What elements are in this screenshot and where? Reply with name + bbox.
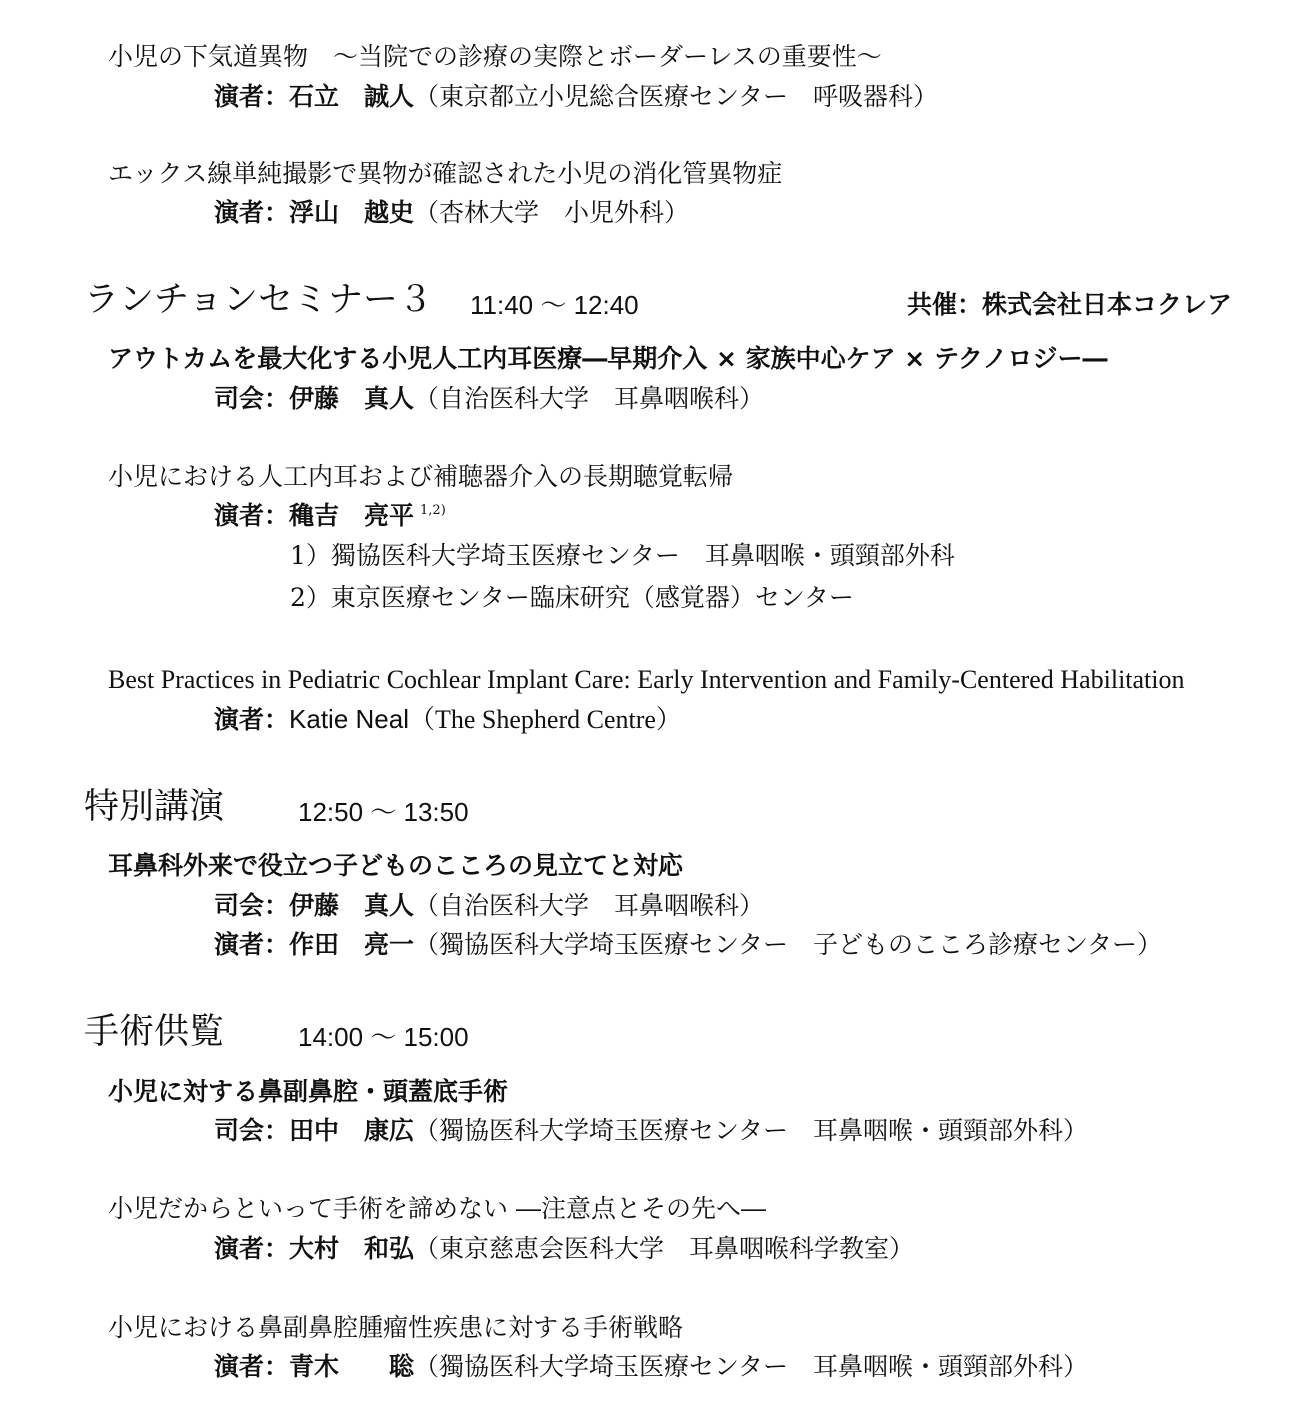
chair-name: 司会：伊藤 真人 xyxy=(214,384,415,413)
affiliation-1: 1）獨協医科大学埼玉医療センター 耳鼻咽喉・頭頸部外科 xyxy=(290,541,955,570)
section-time: 14:00 ～ 15:00 xyxy=(298,1022,469,1052)
talk-title: エックス線単純撮影で異物が確認された小児の消化管異物症 xyxy=(108,159,783,188)
speaker-name: 演者：作田 亮一 xyxy=(214,930,415,959)
speaker-affiliation: （東京慈恵会医科大学 耳鼻咽喉科学教室） xyxy=(414,1234,915,1263)
speaker-name: 演者：穐吉 亮平 xyxy=(214,501,415,530)
chair-name: 司会：伊藤 真人 xyxy=(214,891,415,920)
speaker-name: 演者：大村 和弘 xyxy=(214,1234,415,1263)
section-heading: 手術供覧 xyxy=(84,1012,225,1052)
speaker-label: 演者： xyxy=(214,705,290,734)
chair-affiliation: （自治医科大学 耳鼻咽喉科） xyxy=(414,891,765,920)
section-time: 11:40 ～ 12:40 xyxy=(470,290,639,320)
seminar-theme: アウトカムを最大化する小児人工内耳医療―早期介入 × 家族中心ケア × テクノロジー― xyxy=(108,344,1108,373)
speaker-line xyxy=(214,84,938,109)
speaker-affiliation: （杏林大学 小児外科） xyxy=(414,198,690,227)
speaker-line xyxy=(214,706,682,733)
speaker-line xyxy=(214,200,689,225)
talk-title: 小児における鼻副鼻腔腫瘤性疾患に対する手術戦略 xyxy=(108,1313,684,1342)
speaker-name: 演者：石立 誠人 xyxy=(214,82,415,111)
chair-affiliation: （自治医科大学 耳鼻咽喉科） xyxy=(414,384,765,413)
talk-title: 小児の下気道異物 ～当院での診療の実際とボーダーレスの重要性～ xyxy=(108,42,882,71)
speaker-line xyxy=(214,932,1162,957)
chair-line xyxy=(214,893,764,918)
speaker-affiliation: （The Shepherd Centre） xyxy=(408,705,682,734)
section-heading: 特別講演 xyxy=(84,787,225,827)
speaker-name: 演者：浮山 越史 xyxy=(214,198,415,227)
speaker-affiliation: （獨協医科大学埼玉医療センター 子どものこころ診療センター） xyxy=(414,930,1163,959)
speaker-name: 演者：青木 聡 xyxy=(214,1352,415,1381)
section-time: 12:50 ～ 13:50 xyxy=(298,797,469,827)
speaker-affiliation: （東京都立小児総合医療センター 呼吸器科） xyxy=(414,82,939,111)
speaker-line xyxy=(214,503,446,528)
chair-name: 司会：田中 康広 xyxy=(214,1116,415,1145)
speaker-line xyxy=(214,1236,914,1261)
speaker-name: Katie Neal xyxy=(289,704,409,734)
chair-line xyxy=(214,386,764,411)
lecture-title: 耳鼻科外来で役立つ子どものこころの見立てと対応 xyxy=(108,851,684,880)
sponsor: 共催：株式会社日本コクレア xyxy=(906,290,1232,319)
talk-title-english: Best Practices in Pediatric Cochlear Implant Care: Early Intervention and Family-Centered Habilitation xyxy=(108,665,1185,694)
speaker-line xyxy=(214,1354,1088,1379)
chair-affiliation: （獨協医科大学埼玉医療センター 耳鼻咽喉・頭頸部外科） xyxy=(414,1116,1089,1145)
speaker-affiliation: （獨協医科大学埼玉医療センター 耳鼻咽喉・頭頸部外科） xyxy=(414,1352,1089,1381)
talk-title: 小児における人工内耳および補聴器介入の長期聴覚転帰 xyxy=(108,462,734,491)
affiliation-2: 2）東京医療センター臨床研究（感覚器）センター xyxy=(290,583,854,612)
talk-title: 小児だからといって手術を諦めない ―注意点とその先へ― xyxy=(108,1194,766,1223)
session-title: 小児に対する鼻副鼻腔・頭蓋底手術 xyxy=(108,1077,509,1106)
section-heading: ランチョンセミナー３ xyxy=(84,280,433,320)
affiliation-marker: 1,2) xyxy=(420,503,446,518)
chair-line xyxy=(214,1118,1088,1143)
